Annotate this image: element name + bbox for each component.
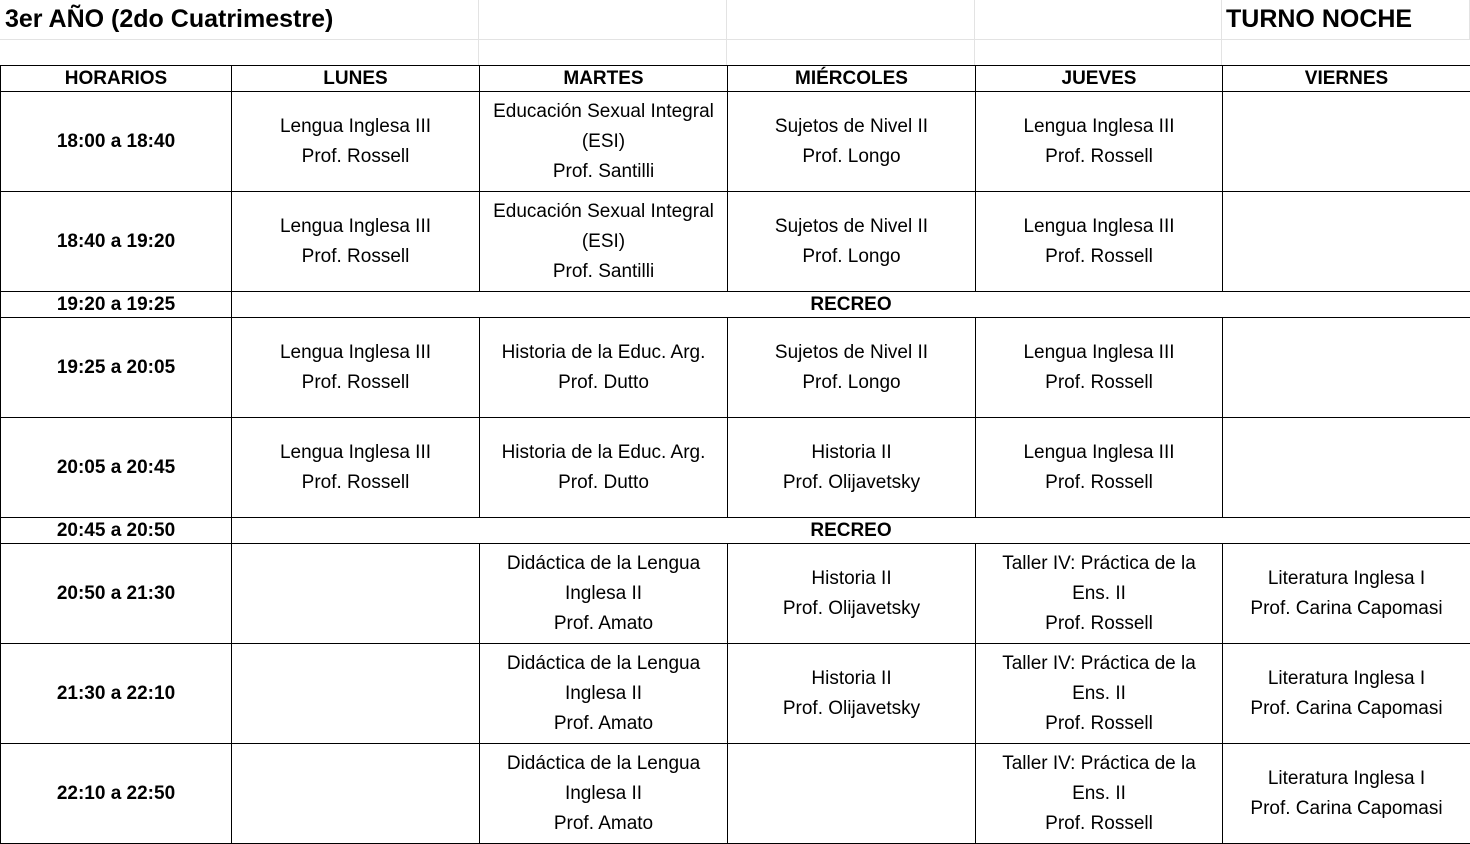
subject-line: (ESI) bbox=[480, 227, 727, 257]
class-cell[interactable] bbox=[480, 744, 728, 844]
class-cell[interactable] bbox=[976, 418, 1223, 518]
subject-line: Ens. II bbox=[976, 579, 1222, 609]
time-slot-cell[interactable]: 20:50 a 21:30 bbox=[1, 544, 232, 644]
subject-line: Lengua Inglesa III bbox=[232, 112, 479, 142]
subject-line: Ens. II bbox=[976, 679, 1222, 709]
table-row bbox=[1, 92, 1470, 192]
teacher-name: Prof. Carina Capomasi bbox=[1223, 594, 1470, 624]
column-header[interactable]: LUNES bbox=[232, 66, 480, 92]
class-cell[interactable] bbox=[1223, 644, 1470, 744]
subject-line: Historia II bbox=[728, 664, 975, 694]
empty-cell[interactable] bbox=[727, 40, 975, 66]
class-cell[interactable] bbox=[232, 744, 480, 844]
class-cell[interactable] bbox=[728, 544, 976, 644]
teacher-name: Prof. Rossell bbox=[976, 709, 1222, 739]
class-cell[interactable] bbox=[1223, 318, 1470, 418]
class-cell[interactable] bbox=[976, 744, 1223, 844]
teacher-name: Prof. Olijavetsky bbox=[728, 694, 975, 724]
empty-cell[interactable] bbox=[479, 40, 727, 66]
subject-line: Taller IV: Práctica de la bbox=[976, 649, 1222, 679]
teacher-name: Prof. Rossell bbox=[232, 368, 479, 398]
time-slot-cell[interactable]: 21:30 a 22:10 bbox=[1, 644, 232, 744]
subject-line: (ESI) bbox=[480, 127, 727, 157]
table-row bbox=[1, 418, 1470, 518]
class-cell[interactable] bbox=[480, 192, 728, 292]
time-slot-cell[interactable]: 18:00 a 18:40 bbox=[1, 92, 232, 192]
subject-line: Historia de la Educ. Arg. bbox=[480, 338, 727, 368]
class-cell[interactable] bbox=[480, 92, 728, 192]
teacher-name: Prof. Olijavetsky bbox=[728, 468, 975, 498]
class-cell[interactable] bbox=[1223, 544, 1470, 644]
time-slot-cell[interactable]: 22:10 a 22:50 bbox=[1, 744, 232, 844]
column-header[interactable]: MIÉRCOLES bbox=[728, 66, 976, 92]
subject-line: Didáctica de la Lengua bbox=[480, 549, 727, 579]
class-cell[interactable] bbox=[728, 92, 976, 192]
teacher-name: Prof. Rossell bbox=[976, 809, 1222, 839]
subject-line: Lengua Inglesa III bbox=[976, 338, 1222, 368]
subject-line: Educación Sexual Integral bbox=[480, 97, 727, 127]
subject-line: Historia de la Educ. Arg. bbox=[480, 438, 727, 468]
class-cell[interactable] bbox=[976, 644, 1223, 744]
empty-cell[interactable] bbox=[975, 40, 1222, 66]
empty-cell[interactable] bbox=[0, 40, 479, 66]
recreo-cell[interactable]: RECREO bbox=[232, 518, 1470, 544]
subject-line: Educación Sexual Integral bbox=[480, 197, 727, 227]
teacher-name: Prof. Carina Capomasi bbox=[1223, 794, 1470, 824]
teacher-name: Prof. Dutto bbox=[480, 468, 727, 498]
class-cell[interactable] bbox=[728, 418, 976, 518]
subject-line: Historia II bbox=[728, 438, 975, 468]
subject-line: Inglesa II bbox=[480, 679, 727, 709]
teacher-name: Prof. Rossell bbox=[232, 242, 479, 272]
subject-line: Sujetos de Nivel II bbox=[728, 338, 975, 368]
time-slot-cell[interactable]: 18:40 a 19:20 bbox=[1, 192, 232, 292]
class-cell[interactable] bbox=[480, 318, 728, 418]
teacher-name: Prof. Amato bbox=[480, 809, 727, 839]
teacher-name: Prof. Olijavetsky bbox=[728, 594, 975, 624]
shift-label: TURNO NOCHE bbox=[1226, 5, 1412, 34]
class-cell[interactable] bbox=[232, 318, 480, 418]
column-header-row bbox=[1, 66, 1470, 92]
subject-line: Lengua Inglesa III bbox=[976, 212, 1222, 242]
subject-line: Lengua Inglesa III bbox=[976, 112, 1222, 142]
time-slot-cell[interactable]: 19:20 a 19:25 bbox=[1, 292, 232, 318]
class-cell[interactable] bbox=[728, 318, 976, 418]
subject-line: Lengua Inglesa III bbox=[232, 438, 479, 468]
teacher-name: Prof. Rossell bbox=[976, 609, 1222, 639]
subject-line: Inglesa II bbox=[480, 579, 727, 609]
teacher-name: Prof. Rossell bbox=[232, 142, 479, 172]
class-cell[interactable] bbox=[1223, 192, 1470, 292]
teacher-name: Prof. Carina Capomasi bbox=[1223, 694, 1470, 724]
time-slot-cell[interactable]: 20:45 a 20:50 bbox=[1, 518, 232, 544]
header-cell[interactable] bbox=[975, 0, 1222, 40]
class-cell[interactable] bbox=[976, 544, 1223, 644]
table-row bbox=[1, 192, 1470, 292]
subject-line: Literatura Inglesa I bbox=[1223, 764, 1470, 794]
teacher-name: Prof. Longo bbox=[728, 142, 975, 172]
header-cell[interactable] bbox=[479, 0, 727, 40]
class-cell[interactable] bbox=[1223, 744, 1470, 844]
teacher-name: Prof. Rossell bbox=[976, 142, 1222, 172]
break-row bbox=[1, 518, 1470, 544]
subject-line: Lengua Inglesa III bbox=[232, 212, 479, 242]
subject-line: Historia II bbox=[728, 564, 975, 594]
teacher-name: Prof. Amato bbox=[480, 609, 727, 639]
break-row bbox=[1, 292, 1470, 318]
subject-line: Lengua Inglesa III bbox=[976, 438, 1222, 468]
subject-line: Literatura Inglesa I bbox=[1223, 664, 1470, 694]
teacher-name: Prof. Amato bbox=[480, 709, 727, 739]
class-cell[interactable] bbox=[232, 644, 480, 744]
column-header[interactable]: HORARIOS bbox=[1, 66, 232, 92]
teacher-name: Prof. Santilli bbox=[480, 157, 727, 187]
schedule-table bbox=[0, 65, 1470, 844]
class-cell[interactable] bbox=[480, 644, 728, 744]
header-cell[interactable] bbox=[727, 0, 975, 40]
teacher-name: Prof. Longo bbox=[728, 368, 975, 398]
table-row bbox=[1, 318, 1470, 418]
recreo-cell[interactable]: RECREO bbox=[232, 292, 1470, 318]
column-header[interactable]: JUEVES bbox=[976, 66, 1223, 92]
time-slot-cell[interactable]: 20:05 a 20:45 bbox=[1, 418, 232, 518]
class-cell[interactable] bbox=[976, 318, 1223, 418]
subject-line: Didáctica de la Lengua bbox=[480, 749, 727, 779]
class-cell[interactable] bbox=[1223, 92, 1470, 192]
class-cell[interactable] bbox=[480, 418, 728, 518]
sheet-header-area bbox=[0, 0, 1470, 66]
subject-line: Ens. II bbox=[976, 779, 1222, 809]
schedule-body bbox=[1, 92, 1470, 844]
subject-line: Lengua Inglesa III bbox=[232, 338, 479, 368]
table-row bbox=[1, 744, 1470, 844]
subject-line: Taller IV: Práctica de la bbox=[976, 749, 1222, 779]
class-cell[interactable] bbox=[728, 744, 976, 844]
class-cell[interactable] bbox=[232, 92, 480, 192]
subject-line: Taller IV: Práctica de la bbox=[976, 549, 1222, 579]
time-slot-cell[interactable]: 19:25 a 20:05 bbox=[1, 318, 232, 418]
column-header[interactable]: VIERNES bbox=[1223, 66, 1470, 92]
teacher-name: Prof. Longo bbox=[728, 242, 975, 272]
subject-line: Inglesa II bbox=[480, 779, 727, 809]
schedule-title: 3er AÑO (2do Cuatrimestre) bbox=[5, 5, 333, 34]
subject-line: Literatura Inglesa I bbox=[1223, 564, 1470, 594]
class-cell[interactable] bbox=[1223, 418, 1470, 518]
teacher-name: Prof. Rossell bbox=[976, 242, 1222, 272]
teacher-name: Prof. Dutto bbox=[480, 368, 727, 398]
table-row bbox=[1, 544, 1470, 644]
teacher-name: Prof. Rossell bbox=[976, 368, 1222, 398]
teacher-name: Prof. Rossell bbox=[232, 468, 479, 498]
column-header[interactable]: MARTES bbox=[480, 66, 728, 92]
class-cell[interactable] bbox=[232, 544, 480, 644]
class-cell[interactable] bbox=[728, 644, 976, 744]
subject-line: Sujetos de Nivel II bbox=[728, 112, 975, 142]
teacher-name: Prof. Santilli bbox=[480, 257, 727, 287]
teacher-name: Prof. Rossell bbox=[976, 468, 1222, 498]
subject-line: Didáctica de la Lengua bbox=[480, 649, 727, 679]
class-cell[interactable] bbox=[232, 192, 480, 292]
class-cell[interactable] bbox=[728, 192, 976, 292]
class-cell[interactable] bbox=[232, 418, 480, 518]
class-cell[interactable] bbox=[976, 92, 1223, 192]
table-row bbox=[1, 644, 1470, 744]
class-cell[interactable] bbox=[480, 544, 728, 644]
class-cell[interactable] bbox=[976, 192, 1223, 292]
subject-line: Sujetos de Nivel II bbox=[728, 212, 975, 242]
